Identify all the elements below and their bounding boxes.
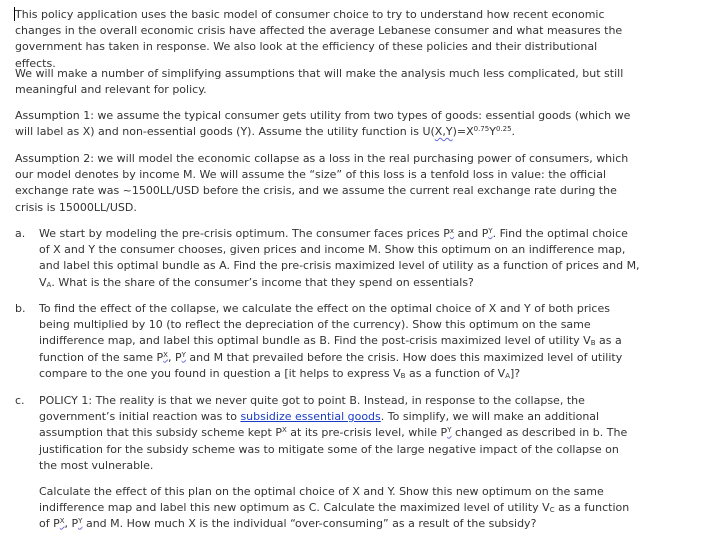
question-c2-text-2: as a function of P [39,501,630,531]
question-b-text-6: ]? [510,366,521,380]
intro-paragraph: This policy application uses the basic model of consumer choice to try to understand how recent economic changes in the overall economic crisis have affected the average Lebanese consumer and what measures the government has taken in response. We also look at the efficiency of these policies and their distributional effects. [15,8,623,70]
simplifying-paragraph: We will make a number of simplifying assumptions that will make the analysis much less complicated, but still meaningful and relevant for policy. [15,67,624,97]
price-x-superscript: X [163,350,168,359]
question-c-continued [15,484,640,533]
question-b-text-4: and M that prevailed before the crisis. How does this maximized level of utility compare to the one you found in question a [it helps to express V [39,350,623,380]
question-c2-text-3: , P [64,517,79,531]
question-a-marker: a. [15,227,26,240]
question-b-body [39,301,640,382]
utility-u-prefix: U( [422,125,435,139]
utility-eq: )=X [452,125,474,139]
question-c-text-1: POLICY 1: The reality is that we never quite got to point B. Instead, in response to the collapse, the government’s initial reaction was to [39,394,585,424]
question-c2-text-1: Calculate the effect of this plan on the optimal choice of X and Y. Show this new optimum on the same indifference map and label this new optimum as C. Calculate the maximized level of utility V [39,485,604,515]
utility-end: . [511,125,516,139]
question-c-body [39,393,640,474]
question-b-text-5: as a function of V [405,366,506,380]
price-y-superscript: Y [447,426,452,435]
utility-vb-subscript-2: B [400,371,406,380]
utility-exp-x: 0.75 [473,125,490,134]
question-c-text-3: at its pre-crisis level, while P [286,426,448,440]
question-b-text-3: , P [167,350,182,364]
price-x-superscript: X [59,517,65,526]
subsidize-essential-goods-link[interactable]: subsidize essential goods [240,410,381,424]
utility-y: Y [489,125,496,139]
question-c-marker: c. [15,394,25,407]
question-b-text-2: as a function of the same P [39,334,622,364]
price-y-superscript: Y [181,350,186,359]
utility-vc-subscript: C [549,506,555,515]
question-b [15,301,640,382]
question-c [15,393,640,474]
question-c2-text-4: and M. How much X is the individual “over-consuming” as a result of the subsidy? [82,517,537,531]
assumption-1-text: Assumption 1: we assume the typical consumer gets utility from two types of goods: essential goods (which we will label as X) and non-essential goods (Y). Assume the utility function is [15,109,631,139]
question-a-text-1: We start by modeling the pre-crisis optimum. The consumer faces prices P [39,227,450,240]
question-a-text-2: and P [454,227,489,240]
question-c-text-2: . To simplify, we will make an additional assumption that this subsidy scheme kept P [39,410,600,440]
question-b-text-1: To find the effect of the collapse, we calculate the effect on the optimal choice of X and Y of both prices being multiplied by 10 (to reflect the depreciation of the currency). Show this optimum on the same indifference map, and label this optimal bundle as B. Find the post-crisis maximized level of utility V [39,302,610,348]
utility-va-subscript: A [505,371,511,380]
question-a [15,226,640,291]
price-x-superscript: x [449,227,454,235]
utility-va-subscript: A [46,280,52,289]
question-c-continued-body [39,484,640,533]
assumption-2-paragraph: Assumption 2: we will model the economic collapse as a loss in the real purchasing power of consumers, which our model denotes by income M. We will assume the “size” of this loss is a tenfold loss in value: the official exchange rate was ~1500LL/USD before the crisis, and we assume the current real exchange rate during the crisis is 15000LL/USD. [15,152,629,214]
price-y-superscript: Y [488,227,493,235]
utility-exp-y: 0.25 [495,125,512,134]
utility-vb-subscript: B [590,339,596,348]
question-c-text-4: changed as described in b. The justification for the subsidy scheme was to mitigate some of the large negative impact of the collapse on the most vulnerable. [39,426,628,472]
utility-args: X,Y [434,125,453,139]
question-a-text-4: . What is the share of the consumer’s income that they spend on essentials? [51,275,474,289]
assumption-1-paragraph [15,108,640,140]
question-a-text-3: . Find the optimal choice of X and Y the consumer chooses, given prices and income M. Show this optimum on an indifference map, and label this optimal bundle as A. Find the pre-crisis maximized level of utility as a function of prices and M, V [39,227,640,289]
question-b-marker: b. [15,302,26,315]
price-y-superscript: Y [78,517,83,526]
question-a-body [39,226,640,291]
price-x-superscript: X [281,426,287,435]
